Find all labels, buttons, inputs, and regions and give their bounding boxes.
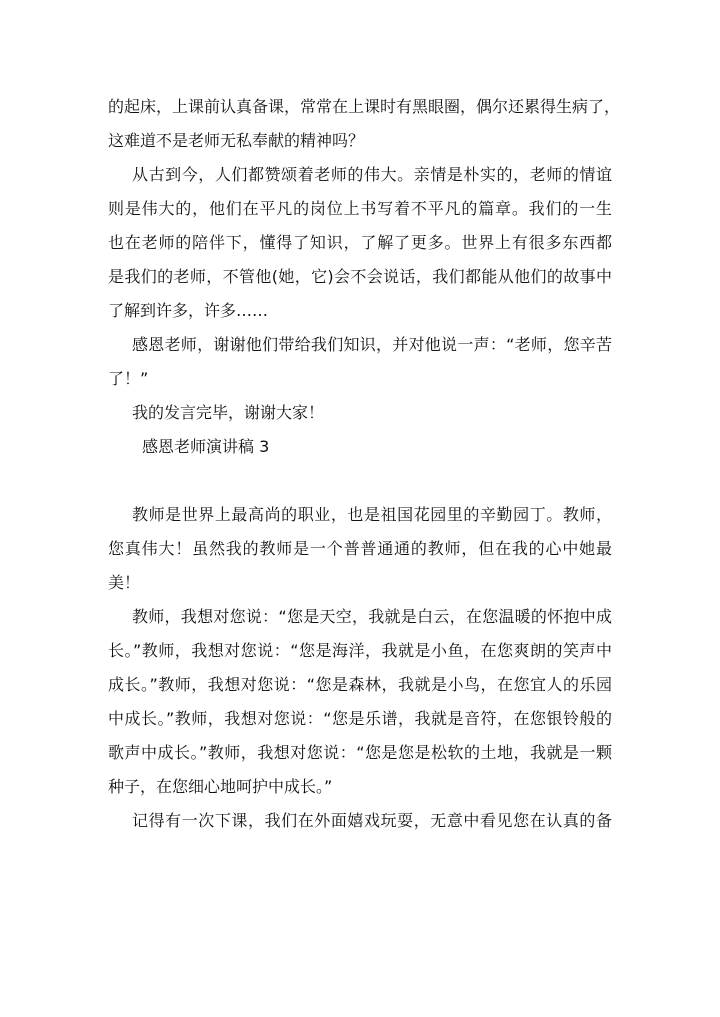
paragraph — [108, 90, 621, 158]
text-line: 您真伟大！虽然我的教师是一个普普通通的教师，但在我的心中她最 — [108, 539, 612, 558]
text-line: 美！ — [108, 573, 141, 592]
paragraph — [108, 804, 612, 838]
text-line: 中成长。”教师，我想对您说：“您是乐谱，我就是音符，在您银铃般的 — [108, 709, 612, 728]
paragraph — [108, 158, 612, 328]
text-line: 从古到今，人们都赞颂着老师的伟大。亲情是朴实的，老师的情谊 — [132, 165, 612, 184]
text-line: 教师，我想对您说：“您是天空，我就是白云，在您温暖的怀抱中成 — [132, 607, 612, 626]
section-heading: 感恩老师演讲稿 3 — [142, 437, 270, 456]
paragraph — [108, 328, 612, 396]
document-body — [108, 90, 621, 838]
text-line: 是我们的老师，不管他(她，它)会不会说话，我们都能从他们的故事中 — [108, 267, 612, 286]
text-line: 感恩老师，谢谢他们带给我们知识，并对他说一声：“老师，您辛苦 — [132, 335, 612, 354]
text-line: 歌声中成长。”教师，我想对您说：“您是您是松软的土地，我就是一颗 — [108, 743, 612, 762]
text-line: 则是伟大的，他们在平凡的岗位上书写着不平凡的篇章。我们的一生 — [108, 199, 612, 218]
paragraph — [108, 498, 612, 600]
text-line: 教师是世界上最高尚的职业，也是祖国花园里的辛勤园丁。教师， — [132, 505, 612, 524]
text-line: 也在老师的陪伴下，懂得了知识，了解了更多。世界上有很多东西都 — [108, 233, 612, 252]
text-line: 记得有一次下课，我们在外面嬉戏玩耍，无意中看见您在认真的备 — [132, 811, 612, 830]
paragraph — [108, 396, 612, 430]
text-line: 种子，在您细心地呵护中成长。” — [108, 777, 333, 796]
blank-line — [108, 464, 612, 498]
text-line: 我的发言完毕，谢谢大家！ — [132, 403, 325, 422]
text-line: 了！” — [108, 369, 149, 388]
text-line: 的起床，上课前认真备课，常常在上课时有黑眼圈，偶尔还累得生病了， — [108, 97, 621, 116]
text-line: 长。”教师，我想对您说：“您是海洋，我就是小鱼，在您爽朗的笑声中 — [108, 641, 612, 660]
text-line: 这难道不是老师无私奉献的精神吗？ — [108, 131, 365, 150]
text-line: 了解到许多，许多…… — [108, 301, 269, 320]
paragraph — [108, 600, 612, 804]
text-line: 成长。”教师，我想对您说：“您是森林，我就是小鸟，在您宜人的乐园 — [108, 675, 612, 694]
